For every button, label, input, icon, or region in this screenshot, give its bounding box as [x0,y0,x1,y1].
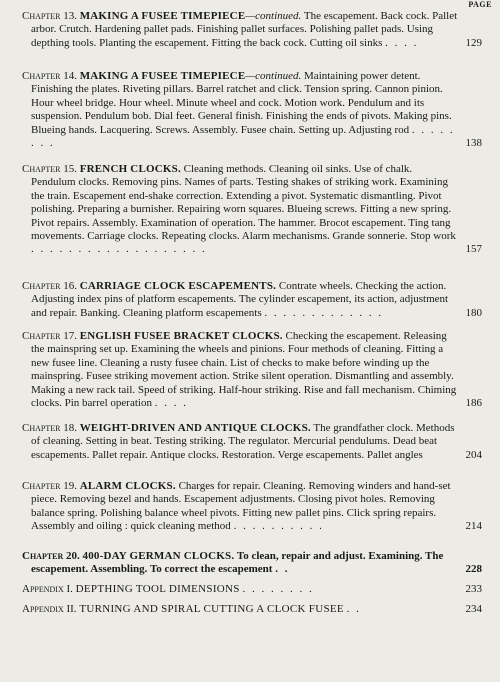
chapter-topics: The grandfather clock. Methods of cleaning. Setting in beat. Testing striking. The regulator. Mercurial pendulums. Dead beat escapements. Pallet repair. Antique clocks. Restoration. Verge escapements. Pallet angles [31,422,455,461]
chapter-label: Chapter 18. [22,422,77,434]
chapter-label: Chapter 15. [22,163,77,175]
leader-dots: . . . . . . . . [31,123,455,150]
appendix-label: Appendix II. [22,603,77,615]
page-number: 204 [465,448,482,461]
leader-dots: . . . . [154,397,188,410]
chapter-label: Chapter 13. [22,10,77,22]
chapter-topics: Charges for repair. Cleaning. Removing winders and hand-set piece. Removing bezel and hands. Escapement adjustments. Closing pivot holes. Removing balance spring. Polishing balance wheel pivots. Fitting new pallet pins. Click spring repairs. Assembly and oiling : quick cleaning method [31,480,451,533]
toc-entry-appendix-2 [22,603,482,616]
chapter-heading: ALARM CLOCKS. [79,480,176,492]
chapter-heading: WEIGHT-DRIVEN AND ANTIQUE CLOCKS. [79,422,311,434]
page-number: 129 [465,36,482,49]
page-number: 228 [465,563,482,576]
toc-entry-ch14 [22,70,482,150]
page-number: 138 [465,137,482,150]
chapter-heading: FRENCH CLOCKS. [79,163,181,175]
toc-entry-ch16 [22,280,482,320]
chapter-topics: Cleaning methods. Cleaning oil sinks. Use of chalk. Pendulum clocks. Removing pins. Names of parts. Testing shakes of striking work. Examining the train. Escapement end-shake correction. Extending a pivot. Systematic dismantling. Pivot polishing. Preparing a burnisher. Repairing worn squares. Blueing screws. Fitting a new spring. Pivot repairs. Assembly. Examination of operation. The hammer. Brocot escapement. Ting tang movements. Carriage clocks. Repeating clocks. Alarm mechanisms. Grande sonnerie. Stop work [31,163,456,243]
chapter-topics: Checking the escapement. Releasing the mainspring set up. Examining the wheels and pinions. Four methods of cleaning. Fitting a new fusee line. Cleaning a rusty fusee chain. List of checks to make before winding up the mainspring. Fusee striking movement action. Strike silent operation. Dismantling and assembly. Making a new rack tail. Speed of striking. Half-hour striking. Rise and fall mechanism. Chiming clocks. Pin barrel operation [31,330,457,410]
leader-dots: . . . . . . . . . . [233,520,324,533]
chapter-heading: ENGLISH FUSEE BRACKET CLOCKS. [79,330,283,342]
toc-entry-ch17 [22,330,482,410]
leader-dots: . . [346,603,361,615]
chapter-topics: To clean, repair and adjust. Examining. The escapement. Assembling. To correct the escapement [31,550,444,576]
appendix-label: Appendix I. [22,583,73,595]
toc-entry-ch15 [22,163,482,257]
toc-entry-ch13 [22,10,482,50]
page-column-label: PAGE [468,0,492,9]
toc-entry-ch19 [22,480,482,534]
chapter-topics: Contrate wheels. Checking the action. Adjusting index pins of platform escapements. The cylinder escapement, its action, adjustment and repair. Banking. Cleaning platform escapements [31,280,449,319]
chapter-label: Chapter 19. [22,480,77,492]
chapter-label: Chapter 16. [22,280,77,292]
page-number: 234 [465,603,482,615]
appendix-heading: TURNING AND SPIRAL CUTTING A CLOCK FUSEE [79,603,344,615]
leader-dots: . . . . . . . . . . . . . . . . . . . [31,243,207,256]
page-number: 157 [465,243,482,256]
leader-dots: . . . . . . . . . . . . . [264,306,384,319]
leader-dots: . . . . [385,36,419,49]
leader-dots: . . . . . . . . [242,583,314,595]
toc-entry-appendix-1 [22,583,482,596]
leader-dots: . . [275,563,290,576]
chapter-label: Chapter 14. [22,70,77,82]
chapter-topics: The escapement. Back cock. Pallet arbor. Crutch. Hardening pallet pads. Finishing pallet surfaces. Polishing pallet pads. Using depthing tools. Planting the escapement. Fitting the back cock. Cutting oil sinks [31,10,458,49]
page-number: 233 [465,583,482,595]
chapter-label: Chapter 20. [22,550,80,562]
page-number: 180 [465,306,482,319]
appendix-heading: DEPTHING TOOL DIMENSIONS [75,583,240,595]
toc-entry-ch18 [22,422,482,462]
chapter-heading: 400-DAY GERMAN CLOCKS. [82,550,235,562]
chapter-heading: MAKING A FUSEE TIMEPIECE [79,70,246,82]
continued-note: —continued. [245,10,302,22]
continued-note: —continued. [245,70,302,82]
page-number: 214 [465,520,482,533]
chapter-heading: CARRIAGE CLOCK ESCAPEMENTS. [79,280,277,292]
chapter-topics: Maintaining power detent. Finishing the plates. Riveting pillars. Barrel ratchet and click. Tension spring. Cannon pinion. Hour wheel bridge. Hour wheel. Minute wheel and cock. Motion work. Pendulum and its suspension. Pendulum bob. Dial feet. General finish. Finishing the ends of pivots. Making pins. Blueing hands. Lacquering. Screws. Assembly. Fusee chain. Setting up. Adjusting rod [31,70,452,136]
chapter-label: Chapter 17. [22,330,77,342]
toc-entry-ch20 [22,550,482,577]
page-number: 186 [465,397,482,410]
chapter-heading: MAKING A FUSEE TIMEPIECE [79,10,246,22]
